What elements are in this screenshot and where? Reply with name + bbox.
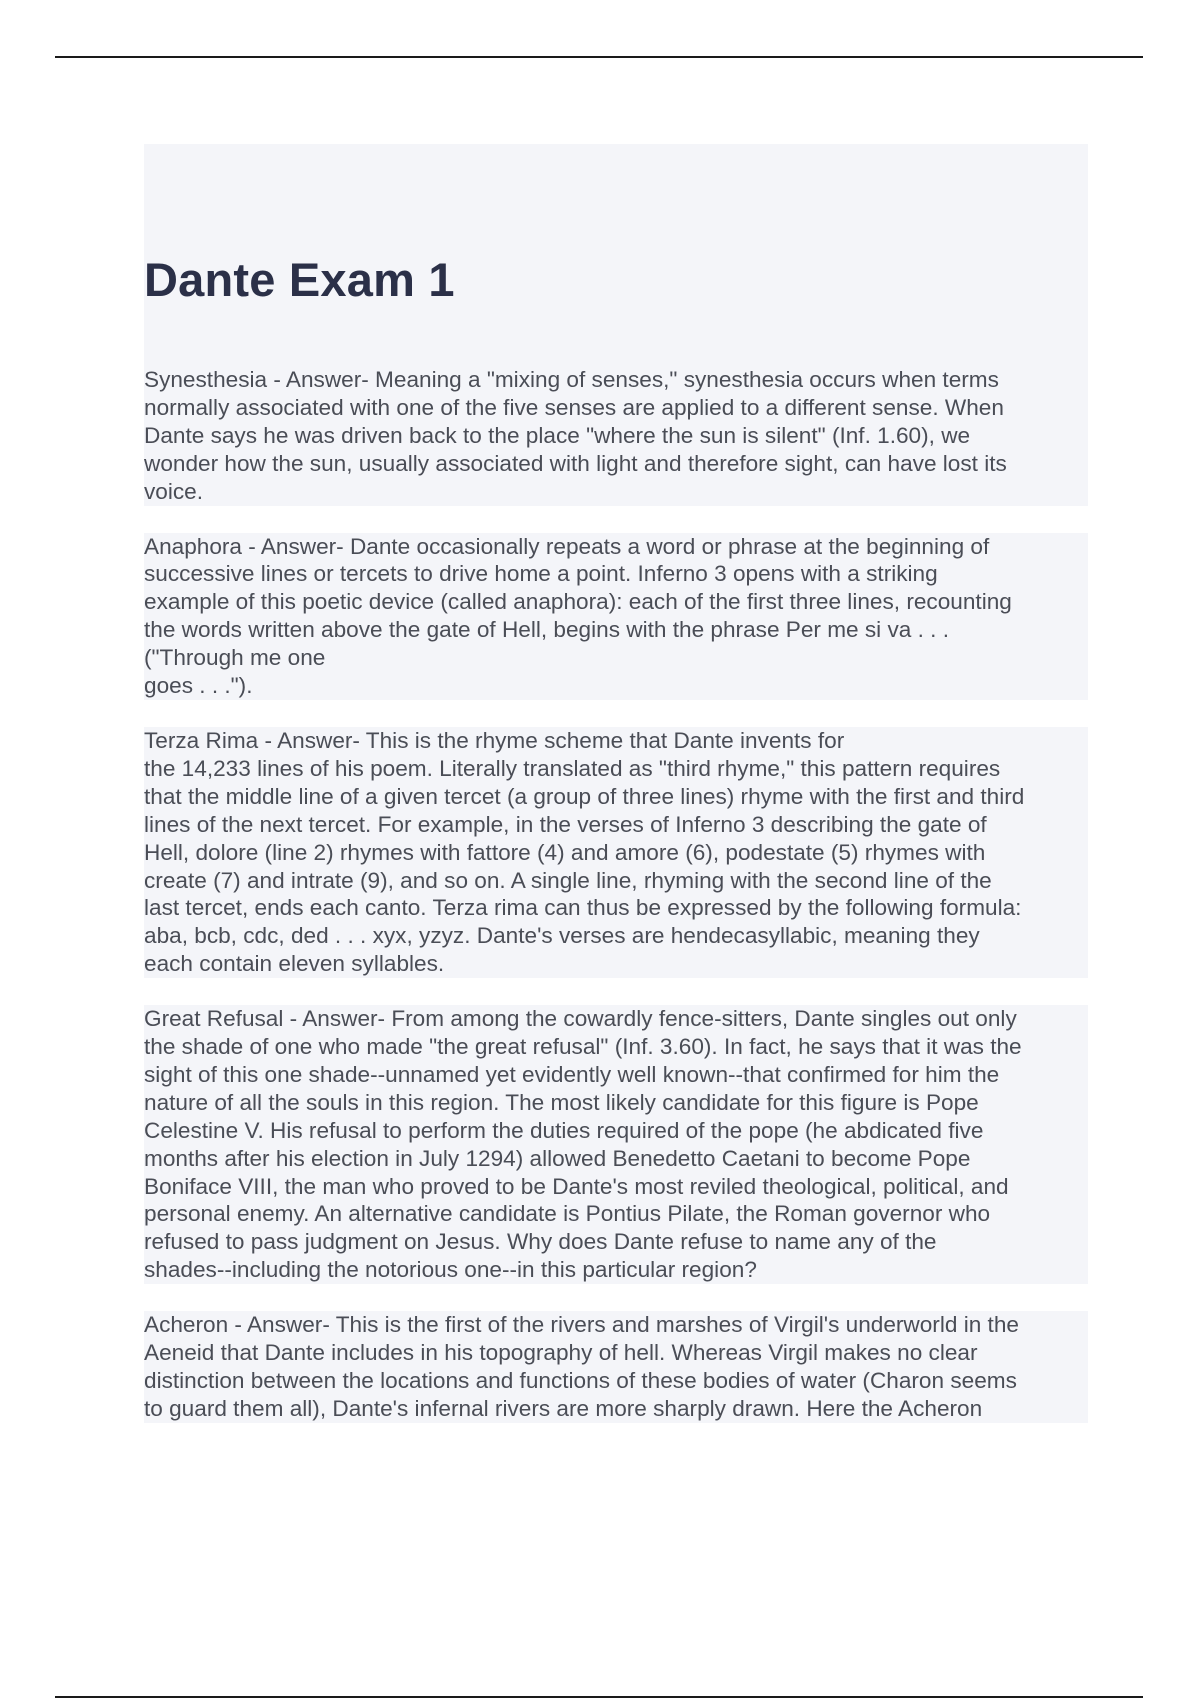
entry-line: lines of the next tercet. For example, in the verses of Inferno 3 describing the gate of bbox=[144, 811, 987, 837]
entry-line: aba, bcb, cdc, ded . . . xyx, yzyz. Dante's verses are hendecasyllabic, meaning they bbox=[144, 923, 980, 949]
entry-line: personal enemy. An alternative candidate is Pontius Pilate, the Roman governor who bbox=[144, 1201, 991, 1227]
entry-line: Dante says he was driven back to the place "where the sun is silent" (Inf. 1.60), we bbox=[144, 422, 971, 448]
entry-line: distinction between the locations and functions of these bodies of water (Charon seems bbox=[144, 1368, 1017, 1393]
entry-line: Hell, dolore (line 2) rhymes with fattore (4) and amore (6), podestate (5) rhymes with bbox=[144, 839, 986, 865]
entry-great-refusal bbox=[144, 1005, 1088, 1284]
entry-terza-rima bbox=[144, 727, 1088, 978]
entry-line: months after his election in July 1294) allowed Benedetto Caetani to become Pope bbox=[144, 1145, 971, 1171]
entry-line: that the middle line of a given tercet (a group of three lines) rhyme with the first and third bbox=[144, 783, 1025, 809]
entry-line: Acheron - Answer- This is the first of the rivers and marshes of Virgil's underworld in the bbox=[144, 1312, 1019, 1338]
entry-line: goes . . ."). bbox=[144, 673, 253, 699]
entry-line: Terza Rima - Answer- This is the rhyme scheme that Dante invents for bbox=[144, 727, 845, 753]
entry-line: Celestine V. His refusal to perform the duties required of the pope (he abdicated five bbox=[144, 1117, 984, 1143]
entry-line: voice. bbox=[144, 478, 204, 504]
entry-line: example of this poetic device (called anaphora): each of the first three lines, recounting bbox=[144, 589, 1012, 615]
entry-line: Great Refusal - Answer- From among the cowardly fence-sitters, Dante singles out only bbox=[144, 1006, 1017, 1032]
entry-line: Synesthesia - Answer- Meaning a "mixing of senses," synesthesia occurs when terms bbox=[144, 367, 999, 392]
entry-line: sight of this one shade--unnamed yet evidently well known--that confirmed for him the bbox=[144, 1061, 1000, 1087]
entry-line: Aeneid that Dante includes in his topography of hell. Whereas Virgil makes no clear bbox=[144, 1340, 978, 1366]
entry-line: normally associated with one of the five senses are applied to a different sense. When bbox=[144, 394, 1004, 420]
entry-line: Anaphora - Answer- Dante occasionally repeats a word or phrase at the beginning of bbox=[144, 533, 990, 559]
document-body bbox=[144, 366, 1088, 1450]
entry-line: the words written above the gate of Hell, begins with the phrase Per me si va . . . bbox=[144, 617, 950, 643]
page-bottom-rule bbox=[55, 1696, 1143, 1698]
entry-line: Boniface VIII, the man who proved to be Dante's most reviled theological, political, and bbox=[144, 1173, 1009, 1199]
entry-line: nature of all the souls in this region. The most likely candidate for this figure is Pope bbox=[144, 1089, 979, 1115]
entry-line: to guard them all), Dante's infernal rivers are more sharply drawn. Here the Acheron bbox=[144, 1395, 983, 1421]
title-block bbox=[144, 144, 1088, 366]
document-title: Dante Exam 1 bbox=[144, 253, 455, 306]
entry-acheron bbox=[144, 1311, 1088, 1423]
entry-line: create (7) and intrate (9), and so on. A single line, rhyming with the second line of the bbox=[144, 867, 992, 893]
page-top-rule bbox=[55, 56, 1143, 58]
entry-line: the 14,233 lines of his poem. Literally translated as "third rhyme," this pattern requires bbox=[144, 755, 1001, 781]
entry-line: the shade of one who made "the great refusal" (Inf. 3.60). In fact, he says that it was the bbox=[144, 1034, 1022, 1060]
entry-line: each contain eleven syllables. bbox=[144, 951, 445, 977]
entry-line: successive lines or tercets to drive home a point. Inferno 3 opens with a striking bbox=[144, 561, 938, 587]
entry-line: refused to pass judgment on Jesus. Why does Dante refuse to name any of the bbox=[144, 1229, 937, 1255]
entry-anaphora bbox=[144, 533, 1088, 700]
entry-line: shades--including the notorious one--in this particular region? bbox=[144, 1257, 757, 1283]
entry-synesthesia bbox=[144, 366, 1088, 506]
entry-line: wonder how the sun, usually associated with light and therefore sight, can have lost its bbox=[144, 450, 1007, 476]
entry-line: last tercet, ends each canto. Terza rima can thus be expressed by the following formula: bbox=[144, 895, 1022, 921]
entry-line: ("Through me one bbox=[144, 645, 326, 671]
